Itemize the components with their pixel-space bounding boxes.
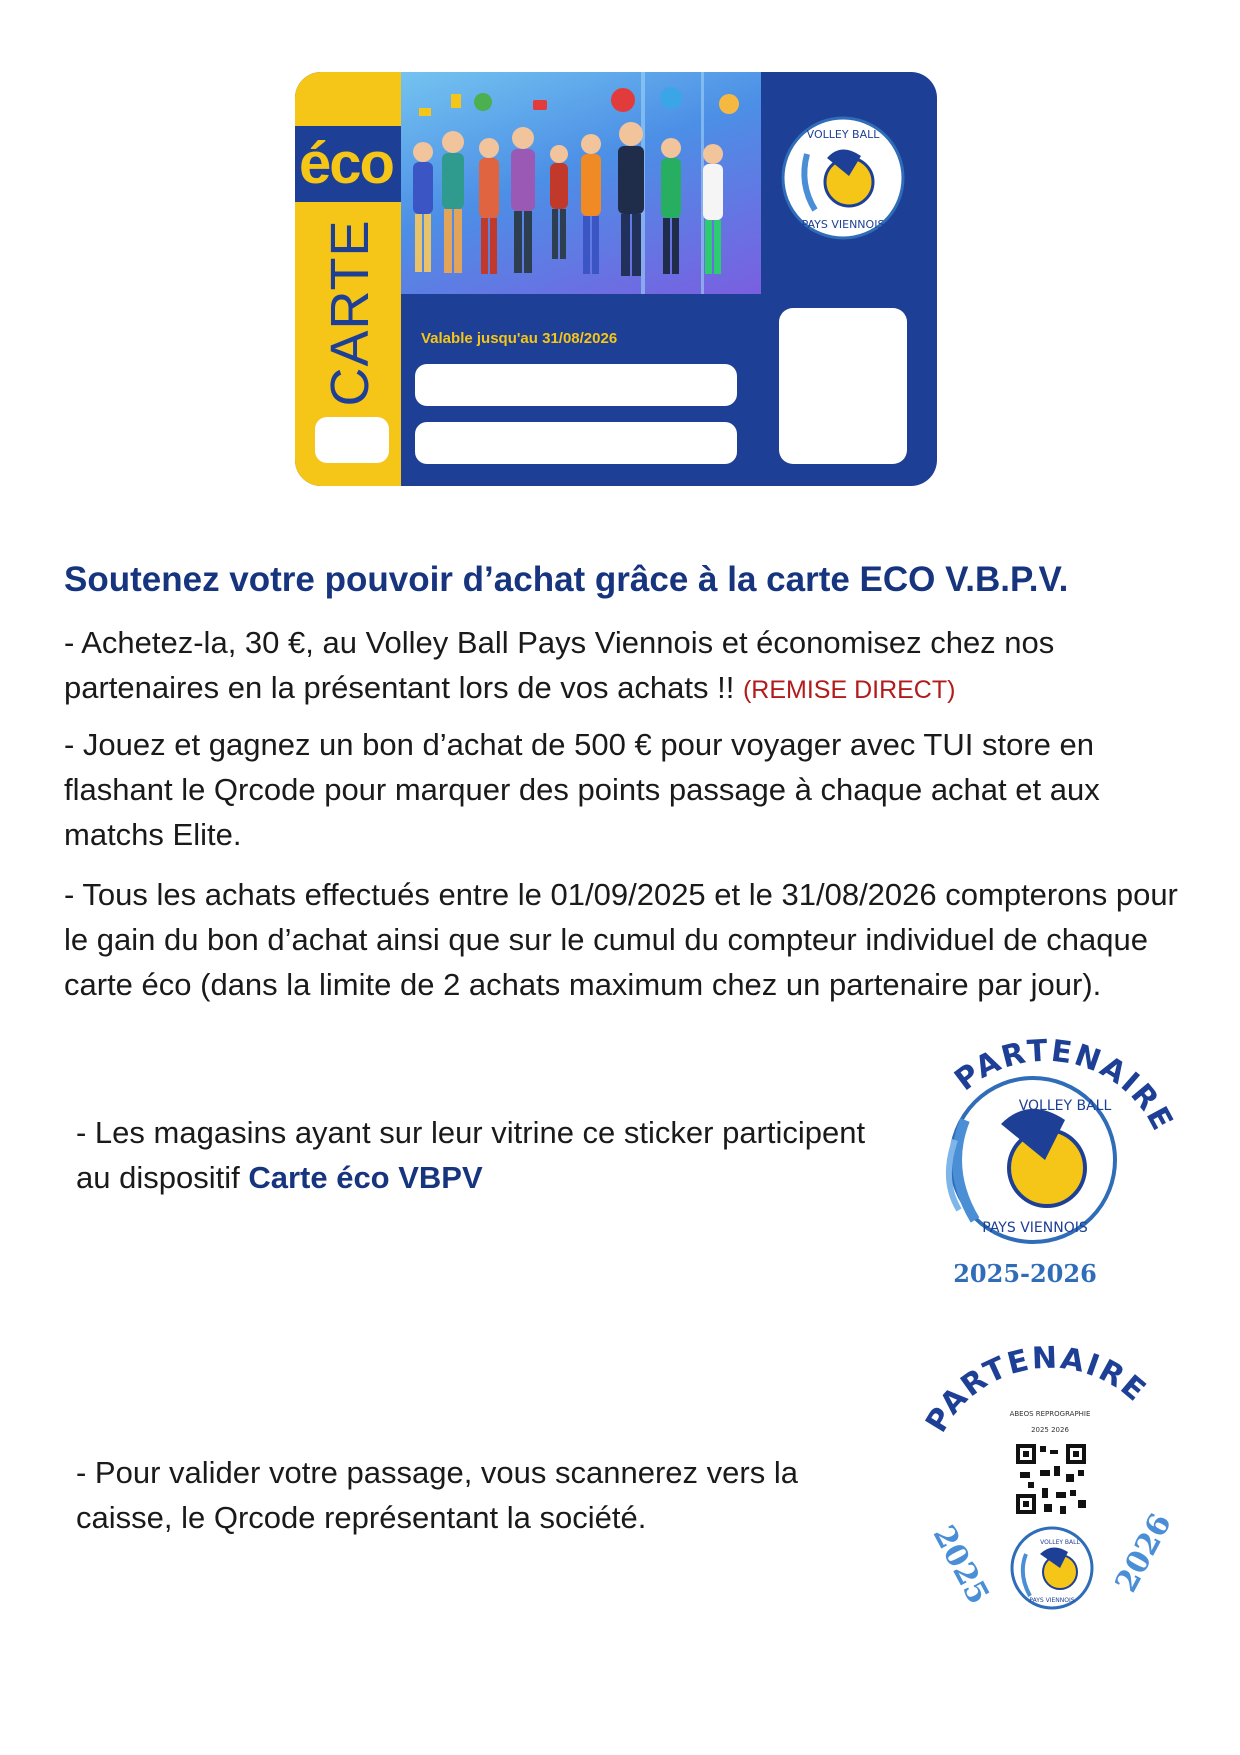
card-validity-text: Valable jusqu'au 31/08/2026 [421,330,618,347]
card-photo-box [779,308,907,464]
paragraph-purchase-period: - Tous les achats effectués entre le 01/09/2025 et le 31/08/2026 compterons pour le gain du bon d’achat ainsi que sur le cumul du compteur individuel de chaque carte éco (dans la limite de 2 achats maximum chez un partenaire par jour). [64,877,1178,1002]
paragraph-buy-card-text: - Achetez-la, 30 €, au Volley Ball Pays Viennois et économisez chez nos partenaires en la présentant lors de vos achats !! [64,625,1055,705]
sticker2-logo-bottom-text: PAYS VIENNOIS [1029,1597,1075,1604]
sticker1-logo-bottom-text: PAYS VIENNOIS [982,1220,1088,1236]
eco-card-image [295,72,937,486]
remise-direct-note: (REMISE DIRECT) [742,676,956,704]
paragraph-contest: - Jouez et gagnez un bon d’achat de 500 € pour voyager avec TUI store en flashant le Qrcode pour marquer des points passage à chaque achat et aux matchs Elite. [64,727,1100,852]
crowd-illustration [401,72,761,294]
paragraph-sticker-text: - Les magasins ayant sur leur vitrine ce sticker participent au dispositif [76,1115,866,1195]
sticker2-year-right: 2026 [1108,1507,1179,1599]
card-carte-label: CARTE [320,219,380,407]
paragraph-scan-info: - Pour valider votre passage, vous scannerez vers la caisse, le Qrcode représentant la société. [76,1455,798,1535]
card-eco-label: éco [299,131,393,196]
vbpv-logo-small [779,114,907,242]
paragraph-sticker-info [76,1110,896,1200]
paragraph-buy-card [64,620,1184,713]
partner-sticker-logo [905,1020,1185,1300]
card-number-field [415,422,737,464]
sticker2-arc-text: PARTENAIRE [919,1340,1154,1439]
sticker2-vbpv-logo [1012,1528,1092,1608]
card-crowd-illustration [401,72,761,294]
card-name-field [415,364,737,406]
carte-eco-vbpv-label: Carte éco VBPV [248,1160,483,1195]
sticker2-year-left: 2025 [925,1519,996,1611]
card-chip [315,417,389,463]
partner-qr-sticker [910,1340,1190,1630]
sticker1-years: 2025-2026 [953,1259,1097,1288]
logo-small-top-text: VOLLEY BALL [806,128,880,141]
sticker1-arc-text: PARTENAIRE [948,1033,1181,1138]
qr-code [1014,1442,1088,1516]
page-headline: Soutenez votre pouvoir d’achat grâce à la carte ECO V.B.P.V. [64,560,1069,599]
sticker2-company: ABEOS REPROGRAPHIE [1009,1410,1091,1418]
sticker1-logo-top-text: VOLLEY BALL [1018,1098,1112,1114]
logo-small-bottom-text: PAYS VIENNOIS [801,218,885,231]
sticker2-season: 2025 2026 [1031,1426,1069,1434]
sticker2-logo-top-text: VOLLEY BALL [1040,1539,1080,1546]
